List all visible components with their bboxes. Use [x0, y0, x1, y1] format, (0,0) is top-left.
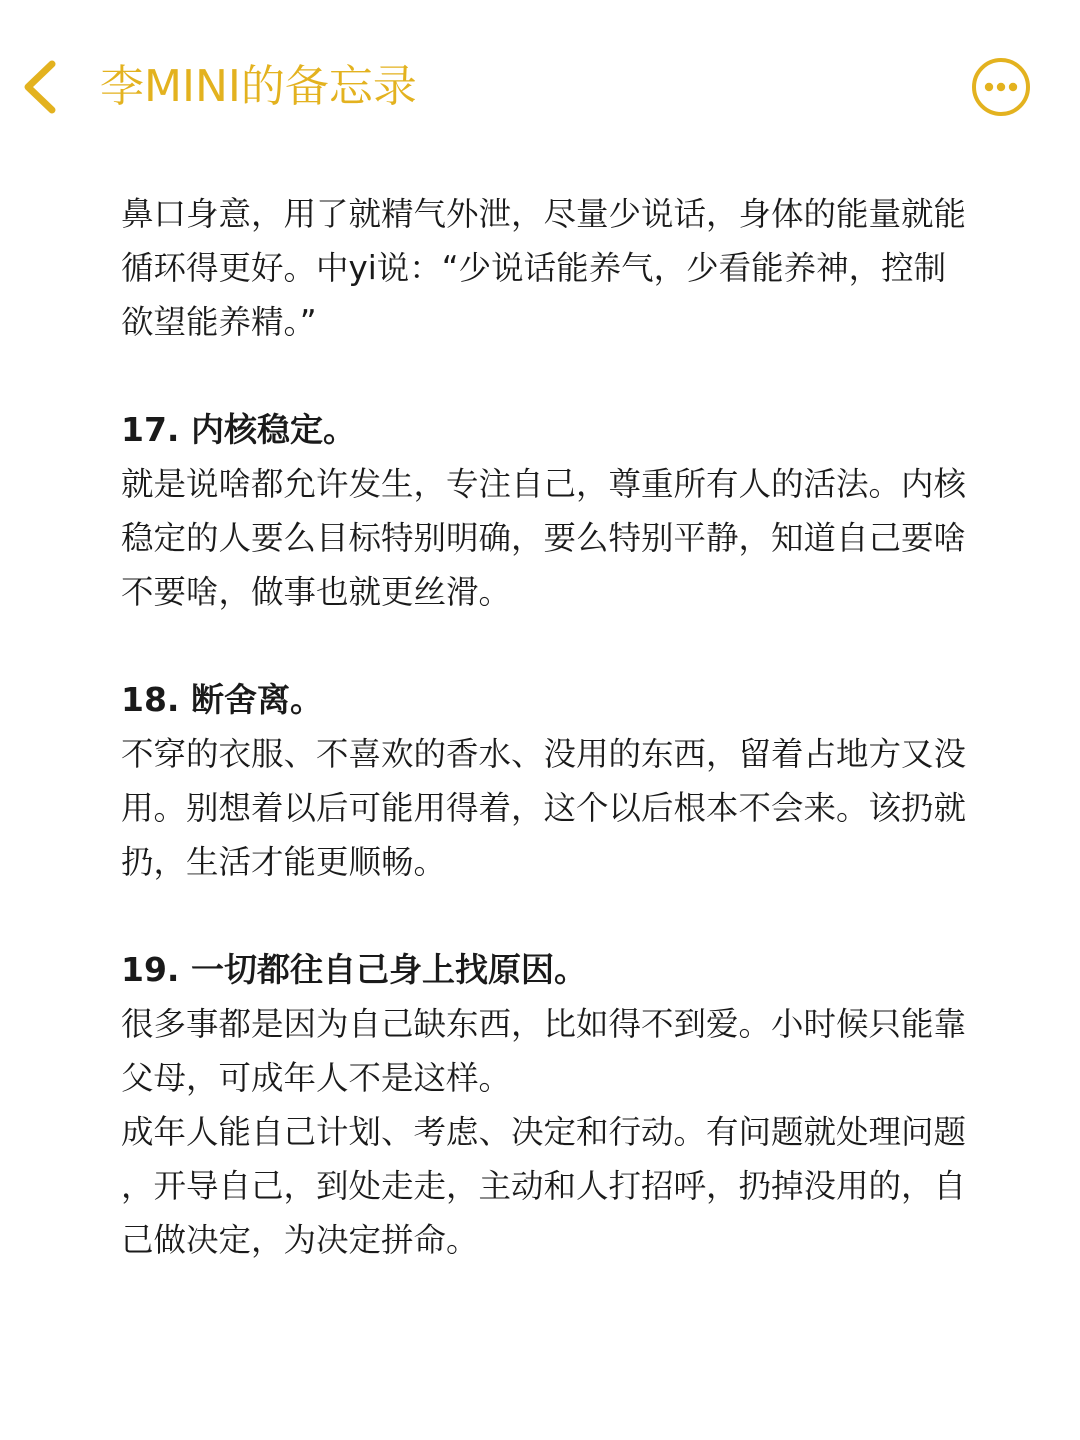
section-19	[121, 943, 1001, 1267]
text-line: 不要啥，做事也就更丝滑。	[121, 573, 512, 611]
back-button[interactable]	[14, 52, 74, 122]
text-line: 己做决定，为决定拼命。	[121, 1221, 479, 1259]
text-line: 用。别想着以后可能用得着，这个以后根本不会来。该扔就	[121, 789, 967, 827]
page-title: 李MINI的备忘录	[100, 61, 417, 112]
section-18	[121, 673, 1001, 889]
text-line: 鼻口身意，用了就精气外泄，尽量少说话，身体的能量就能	[121, 195, 967, 233]
section-heading: 17. 内核稳定。	[121, 410, 356, 449]
section-17	[121, 403, 1001, 619]
more-horizontal-icon	[970, 56, 1032, 118]
text-line: 就是说啥都允许发生，专注自己，尊重所有人的活法。内核	[121, 465, 967, 503]
text-line: 成年人能自己计划、考虑、决定和行动。有问题就处理问题	[121, 1113, 967, 1151]
text-line: 不穿的衣服、不喜欢的香水、没用的东西，留着占地方又没	[121, 735, 967, 773]
more-options-button[interactable]	[970, 56, 1032, 118]
section-heading: 18. 断舍离。	[121, 680, 323, 719]
top-bar	[0, 0, 1080, 175]
text-line: 循环得更好。中yi说：“少说话能养气，少看能养神，控制	[121, 249, 947, 287]
text-line: 欲望能养精。”	[121, 303, 317, 341]
intro-paragraph	[121, 187, 1001, 349]
text-line: 扔，生活才能更顺畅。	[121, 843, 447, 881]
chevron-left-icon	[14, 52, 74, 122]
text-line: ，开导自己，到处走走，主动和人打招呼，扔掉没用的，自	[121, 1167, 967, 1205]
section-heading: 19. 一切都往自己身上找原因。	[121, 950, 587, 989]
text-line: 很多事都是因为自己缺东西，比如得不到爱。小时候只能靠	[121, 1005, 967, 1043]
text-line: 稳定的人要么目标特别明确，要么特别平静，知道自己要啥	[121, 519, 967, 557]
note-body[interactable]	[121, 187, 1001, 1267]
text-line: 父母，可成年人不是这样。	[121, 1059, 512, 1097]
